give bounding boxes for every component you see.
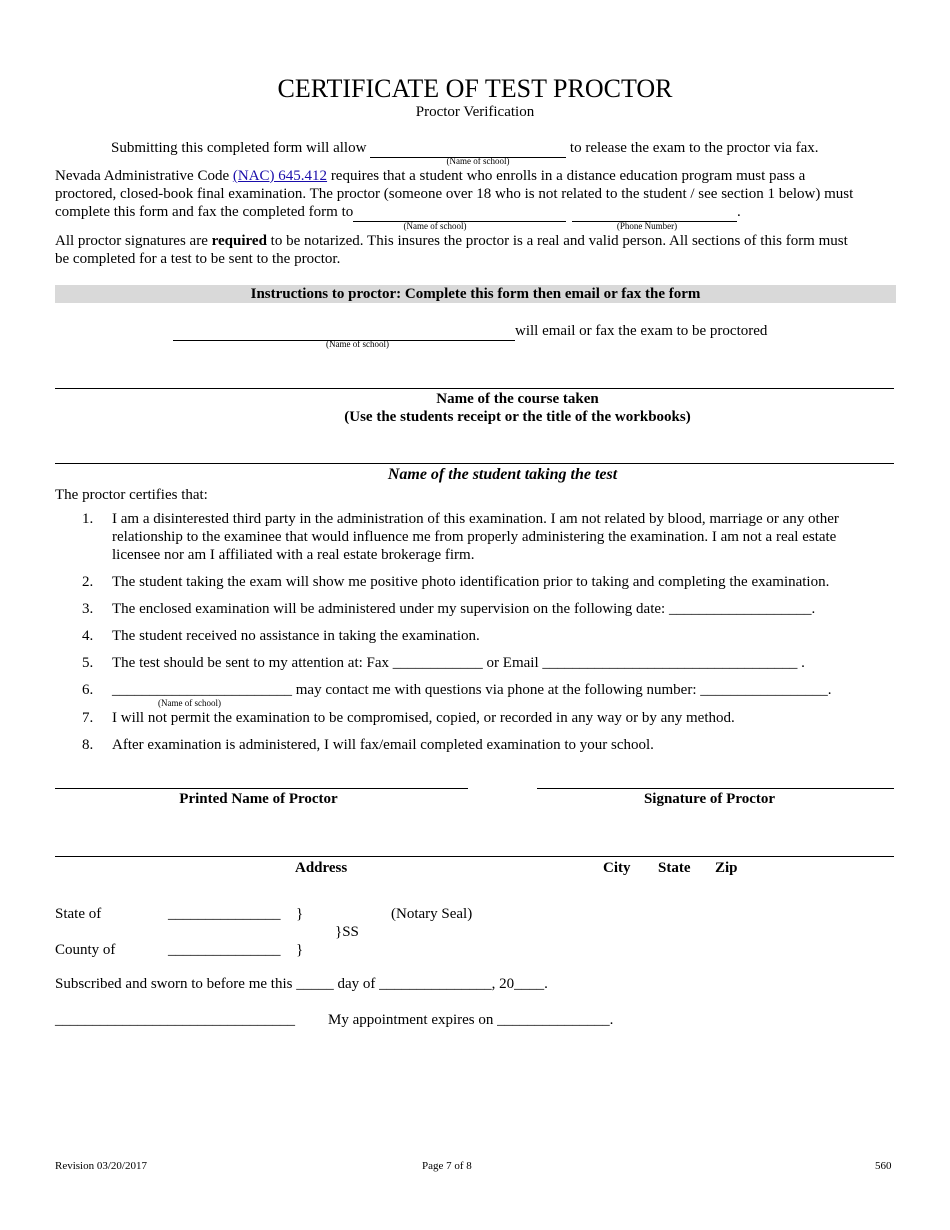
county-of-label: County of bbox=[55, 942, 116, 958]
appointment-expires: My appointment expires on _______________. bbox=[328, 1012, 614, 1028]
school-email-line bbox=[173, 322, 767, 341]
course-name-field[interactable] bbox=[55, 388, 894, 389]
footer-form-code: 560 bbox=[875, 1160, 892, 1172]
list-text: The student taking the exam will show me positive photo identification prior to taking and completing the examination. bbox=[112, 574, 830, 590]
nac-line3-end: . bbox=[737, 204, 741, 220]
list-number: 4. bbox=[82, 628, 94, 644]
list-item bbox=[0, 736, 950, 754]
list-text: The enclosed examination will be administered under my supervision on the following date: ___________________. bbox=[112, 601, 816, 617]
fax-phone-field[interactable] bbox=[572, 203, 737, 222]
list-item bbox=[0, 654, 950, 672]
course-label-line1: Name of the course taken bbox=[436, 391, 599, 407]
brace: } bbox=[296, 906, 304, 922]
printed-name-label: Printed Name of Proctor bbox=[179, 791, 338, 807]
brace: } bbox=[296, 942, 304, 958]
list-number: 6. bbox=[82, 682, 94, 698]
list-number: 5. bbox=[82, 655, 94, 671]
state-of-label: State of bbox=[55, 906, 102, 922]
sig-line1-rest: to be notarized. This insures the proctor is a real and valid person. All sections of this form must bbox=[270, 233, 848, 249]
item6-school-caption: (Name of school) bbox=[158, 698, 221, 708]
page-title: CERTIFICATE OF TEST PROCTOR bbox=[277, 74, 673, 103]
nac-line1-rest: requires that a student who enrolls in a distance education program must pass a bbox=[330, 168, 806, 184]
certifies-intro: The proctor certifies that: bbox=[55, 487, 208, 503]
list-text: I will not permit the examination to be compromised, copied, or recorded in any way or by any method. bbox=[112, 710, 735, 726]
footer-revision: Revision 03/20/2017 bbox=[55, 1160, 147, 1172]
school-name-caption: (Name of school) bbox=[446, 156, 510, 166]
list-number: 1. bbox=[82, 511, 94, 527]
list-text: The student received no assistance in taking the examination. bbox=[112, 628, 480, 644]
state-label: State bbox=[658, 860, 691, 876]
fax-school-caption: (Name of school) bbox=[403, 221, 467, 231]
signature-paragraph-line1 bbox=[55, 232, 848, 250]
ss-label: }SS bbox=[335, 924, 359, 940]
list-number: 8. bbox=[82, 737, 94, 753]
signature-label: Signature of Proctor bbox=[643, 791, 776, 807]
student-label: Name of the student taking the test bbox=[387, 466, 618, 483]
list-text: I am a disinterested third party in the administration of this examination. I am not related by blood, marriage or any other relationship to the examinee that would influence me from properly administering the examination. I am not a real estate licensee nor am I affiliated with a real estate brokerage firm. bbox=[112, 511, 839, 563]
notary-signature-field[interactable]: ________________________________ bbox=[55, 1012, 295, 1028]
address-field[interactable] bbox=[55, 856, 894, 857]
submit-text-before: Submitting this completed form will allow bbox=[111, 140, 367, 156]
list-item bbox=[0, 627, 950, 645]
county-of-field[interactable]: _______________ bbox=[168, 942, 281, 958]
address-label: Address bbox=[295, 860, 348, 876]
sig-text-before: All proctor signatures are bbox=[55, 233, 208, 249]
list-text: After examination is administered, I will fax/email completed examination to your school. bbox=[112, 737, 654, 753]
nac-paragraph-line3 bbox=[55, 203, 741, 222]
fax-school-field[interactable] bbox=[353, 203, 566, 222]
course-label-line2: (Use the students receipt or the title of the workbooks) bbox=[344, 409, 691, 425]
school-email-caption: (Name of school) bbox=[326, 339, 389, 349]
list-number: 2. bbox=[82, 574, 94, 590]
nac-prefix: Nevada Administrative Code bbox=[55, 168, 230, 184]
list-item bbox=[0, 681, 950, 699]
sig-required: required bbox=[211, 233, 267, 249]
list-text: ________________________ may contact me with questions via phone at the following number: _________________. bbox=[112, 682, 832, 698]
list-text: The test should be sent to my attention at: Fax ____________ or Email __________________________________ . bbox=[112, 655, 805, 671]
zip-label: Zip bbox=[715, 860, 738, 876]
nac-line3-text: complete this form and fax the completed form to bbox=[55, 204, 354, 220]
footer-page-number: Page 7 of 8 bbox=[422, 1160, 472, 1172]
list-number: 3. bbox=[82, 601, 94, 617]
state-of-field[interactable]: _______________ bbox=[168, 906, 281, 922]
nac-paragraph-line1 bbox=[55, 167, 805, 185]
instructions-bar: Instructions to proctor: Complete this form then email or fax the form bbox=[55, 285, 896, 303]
city-label: City bbox=[603, 860, 631, 876]
list-item bbox=[0, 709, 950, 727]
phone-number-caption: (Phone Number) bbox=[616, 221, 678, 231]
submit-text-after: to release the exam to the proctor via fax. bbox=[569, 140, 819, 156]
sworn-statement: Subscribed and sworn to before me this _____ day of _______________, 20____. bbox=[55, 976, 548, 992]
signature-paragraph-line2: be completed for a test to be sent to the proctor. bbox=[55, 251, 341, 267]
printed-name-field[interactable] bbox=[55, 788, 468, 789]
nac-paragraph-line2: proctored, closed-book final examination. The proctor (someone over 18 who is not related to the student / see section 1 below) must bbox=[55, 186, 854, 202]
signature-field[interactable] bbox=[537, 788, 894, 789]
student-name-field[interactable] bbox=[55, 463, 894, 464]
page-subtitle: Proctor Verification bbox=[415, 104, 535, 120]
list-number: 7. bbox=[82, 710, 94, 726]
nac-link[interactable]: (NAC) 645.412 bbox=[232, 168, 328, 184]
list-item bbox=[0, 600, 950, 618]
list-item bbox=[0, 573, 950, 591]
school-email-text: will email or fax the exam to be proctored bbox=[515, 323, 768, 339]
list-item bbox=[0, 510, 950, 564]
notary-seal-label: (Notary Seal) bbox=[391, 906, 473, 922]
